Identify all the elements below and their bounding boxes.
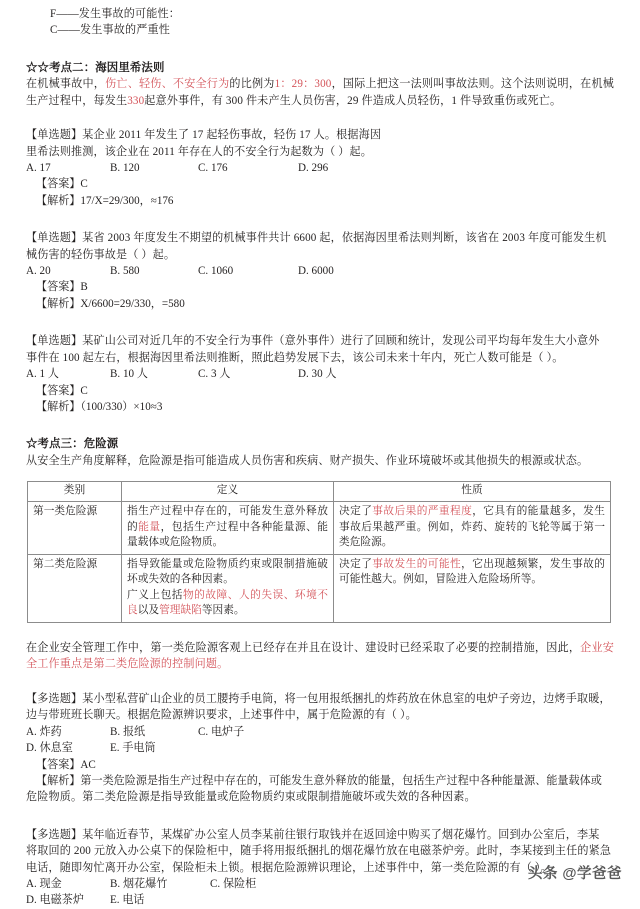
header-definition: 定义 — [122, 482, 334, 502]
answer-value: C — [80, 384, 88, 397]
definition-line-f: F——发生事故的可能性： — [50, 8, 181, 20]
definition-line2-mid: 以及 — [137, 604, 160, 617]
cell-nature-second — [334, 554, 611, 622]
definition-line2-post: 等因素。 — [201, 604, 245, 617]
nature-post: ，它具有的能量越多，发生事故后果越严重。例如，炸药、旋转的飞轮等属于第一类危险源。 — [339, 504, 605, 549]
question-5-tag: 【多选题】 — [26, 828, 83, 841]
intro-pre: 在机械事故中， — [26, 78, 106, 91]
table-row — [28, 554, 611, 622]
option-c[interactable]: C. 电炉子 — [198, 725, 245, 738]
question-3-options — [26, 366, 614, 382]
question-4-stem-a: 某小型私营矿山企业的员工腰挎手电筒，将一包用报纸捆扎的炸药放在休息室的电炉子旁边，边烤手取暖， — [82, 692, 611, 705]
header-nature: 性质 — [334, 482, 611, 502]
question-3-stem-a: 某矿山公司对近几年的不安全行为事件（意外事件）进行了回顾和统计，发现公司平均每年发生大小意外 — [82, 335, 600, 348]
question-4-analysis-line1 — [36, 773, 614, 789]
cell-nature-first — [334, 501, 611, 554]
answer-value: C — [80, 178, 88, 191]
question-5-stem-line3: 电话，随即匆忙离开办公室，保险柜未上锁。根据危险源辨识理论，上述事件中，第一类危险源的有（ ）。 — [26, 861, 552, 874]
question-2-stem-line2: 械伤害的轻伤事故是（ ）起。 — [26, 248, 176, 261]
question-1-tag: 【单选题】 — [26, 129, 83, 142]
question-4-options-row1 — [26, 724, 614, 740]
option-d[interactable]: D. 6000 — [298, 265, 334, 278]
question-3-analysis — [36, 399, 614, 415]
option-a[interactable]: A. 20 — [26, 265, 51, 278]
option-a[interactable]: A. 炸药 — [26, 725, 62, 738]
nature-post: ，它出现越频繁，发生事故的可能性越大。例如，冒险进入危险场所等。 — [339, 557, 605, 586]
question-5-stem-line2: 将取回的 200 元放入办公桌下的保险柜中，随手将用报纸捆扎的烟花爆竹放在电磁茶炉旁。此时，李某接到主任的紧急 — [26, 845, 612, 858]
question-3-tag: 【单选题】 — [26, 335, 83, 348]
question-2-tag: 【单选题】 — [26, 232, 83, 245]
option-a[interactable]: A. 现金 — [26, 877, 62, 890]
analysis-label: 【解析】 — [36, 774, 81, 787]
question-4-options-row2 — [26, 740, 614, 756]
analysis-label: 【解析】 — [36, 297, 81, 310]
definition-pre: 指导致能量或危险物质约束或限制措施破坏或失效的各种因素。 — [127, 557, 328, 586]
question-1-stem-a: 某企业 2011 年发生了 17 起轻伤事故，轻伤 17 人。根据海因 — [82, 129, 382, 142]
option-c[interactable]: C. 1060 — [198, 265, 234, 278]
question-4-stem-line2: 边与带班班长聊天。根据危险源辨识要求，上述事件中，属于危险源的有（ ）。 — [26, 709, 417, 722]
nature-pre: 决定了 — [339, 557, 373, 570]
after-table-paragraph — [26, 640, 614, 673]
cell-definition-first — [122, 501, 334, 554]
option-d[interactable]: D. 电磁茶炉 — [26, 894, 84, 907]
question-3-stem-line1 — [26, 333, 614, 349]
analysis-label: 【解析】 — [36, 194, 81, 207]
hazard-source-table — [27, 481, 611, 623]
question-1-stem-line2: 里希法则推测，该企业在 2011 年存在人的不安全行为起数为（ ）起。 — [26, 145, 372, 158]
watermark: 头条 @学爸爸 — [527, 866, 622, 882]
table-row — [28, 501, 611, 554]
table-header-row — [28, 482, 611, 502]
question-1-options — [26, 160, 614, 176]
option-b[interactable]: B. 报纸 — [110, 725, 146, 738]
question-3-stem-line2: 事件在 100 起左右，根据海因里希法则推断，照此趋势发展下去，该公司未来十年内，死亡人数可能是（ ）。 — [26, 351, 564, 364]
section-two-heading: ☆☆考点二：海因里希法则 — [26, 61, 165, 74]
cell-category-second: 第二类危险源 — [28, 554, 122, 622]
question-4-answer — [36, 757, 614, 773]
intro-highlight-ratio-terms: 伤亡、轻伤、不安全行为 — [105, 78, 230, 91]
option-b[interactable]: B. 120 — [110, 162, 140, 175]
option-a[interactable]: A. 17 — [26, 162, 51, 175]
question-2-answer — [36, 279, 614, 295]
option-c[interactable]: C. 保险柜 — [210, 877, 257, 890]
question-2-stem-a: 某省 2003 年度发生不期望的机械事件共计 6600 起，依据海因里希法则判断，该省在 2003 年度可能发生机 — [82, 232, 607, 245]
analysis-value: X/6600=29/330，=580 — [80, 297, 185, 310]
option-c[interactable]: C. 176 — [198, 162, 228, 175]
definition-line2-pre: 广义上包括 — [127, 588, 183, 601]
nature-highlight-severity: 事故后果的严重程度 — [372, 504, 473, 517]
option-e[interactable]: E. 手电筒 — [110, 742, 156, 755]
section-two-intro — [26, 76, 614, 109]
definition-pre: 指生产过程中存在的，可能发生意外释放的 — [127, 504, 328, 533]
intro-mid2: ，国际上把这一法则叫事故法则。这个法则说明，在机械生产过程中，每发生 — [26, 78, 614, 107]
question-4-analysis-line2: 危险物质。第二类危险源是指导致能量或危险物质约束或限制措施破坏或失效的各种因素。 — [26, 791, 476, 804]
option-e[interactable]: E. 电话 — [110, 894, 145, 907]
nature-highlight-possibility: 事故发生的可能性 — [372, 557, 462, 570]
question-5-stem-line1 — [26, 827, 614, 843]
question-1-stem-line1 — [26, 127, 614, 143]
option-b[interactable]: B. 烟花爆竹 — [110, 877, 168, 890]
definition-highlight-management-defect: 管理缺陷 — [159, 604, 202, 617]
after-table-highlight: 企业安全工作重点是第二类危险源的控制问题。 — [26, 642, 615, 671]
question-1-analysis — [36, 193, 614, 209]
analysis-value: 17/X=29/300，≈176 — [80, 194, 174, 207]
definition-highlight-energy: 能量 — [138, 520, 161, 533]
intro-highlight-ratio: 1：29：300 — [274, 78, 332, 91]
analysis-label: 【解析】 — [36, 400, 81, 413]
definition-line-c: C——发生事故的严重性 — [50, 24, 170, 37]
intro-highlight-330: 330 — [127, 94, 145, 107]
question-4-stem-line1 — [26, 691, 614, 707]
after-table-pre: 在企业安全管理工作中，第一类危险源客观上已经存在并且在设计、建设时已经采取了必要的控制措施，因此， — [26, 642, 581, 655]
question-5-options-row1 — [26, 876, 614, 892]
cell-category-first: 第一类危险源 — [28, 501, 122, 554]
section-three-intro: 从安全生产角度解释，危险源是指可能造成人员伤害和疾病、财产损失、作业环境破坏或其他损失的根源或状态。 — [26, 454, 589, 467]
question-4-tag: 【多选题】 — [26, 692, 83, 705]
question-2-options — [26, 263, 614, 279]
answer-value: AC — [80, 758, 96, 771]
question-1-answer — [36, 176, 614, 192]
answer-label: 【答案】 — [36, 178, 81, 191]
answer-label: 【答案】 — [36, 384, 81, 397]
section-three-heading: ☆考点三：危险源 — [26, 438, 119, 451]
definition-post: ，包括生产过程中各种能量源、能量载体或危险物质。 — [127, 520, 328, 549]
option-a[interactable]: A. 1 人 — [26, 368, 59, 381]
question-3-answer — [36, 383, 614, 399]
answer-label: 【答案】 — [36, 758, 81, 771]
header-category: 类别 — [28, 482, 122, 502]
option-d[interactable]: D. 30 人 — [298, 368, 337, 381]
option-c[interactable]: C. 3 人 — [198, 368, 231, 381]
option-d[interactable]: D. 296 — [298, 162, 329, 175]
analysis-value: （100/330）×10≈3 — [80, 400, 163, 413]
option-d[interactable]: D. 休息室 — [26, 742, 73, 755]
document-body — [26, 0, 614, 909]
question-2-analysis — [36, 296, 614, 312]
intro-post: 起意外事件，有 300 件未产生人员伤害，29 件造成人员轻伤，1 件导致重伤或死亡。 — [144, 94, 562, 107]
option-b[interactable]: B. 10 人 — [110, 368, 148, 381]
question-5-options-row2 — [26, 892, 614, 908]
cell-definition-second — [122, 554, 334, 622]
option-b[interactable]: B. 580 — [110, 265, 140, 278]
answer-value: B — [80, 281, 88, 294]
question-2-stem-line1 — [26, 230, 614, 246]
nature-pre: 决定了 — [339, 504, 373, 517]
answer-label: 【答案】 — [36, 281, 81, 294]
intro-mid: 的比例为 — [229, 78, 275, 91]
definition-highlight-factors: 物的故障、人的失误、环境不良 — [127, 588, 328, 617]
question-5-stem-a: 某年临近春节，某煤矿办公室人员李某前往银行取钱并在返回途中购买了烟花爆竹。回到办公室后，李某 — [82, 828, 600, 841]
analysis-value-1: 第一类危险源是指生产过程中存在的，可能发生意外释放的能量，包括生产过程中各种能量源、能量载体或 — [80, 774, 602, 787]
